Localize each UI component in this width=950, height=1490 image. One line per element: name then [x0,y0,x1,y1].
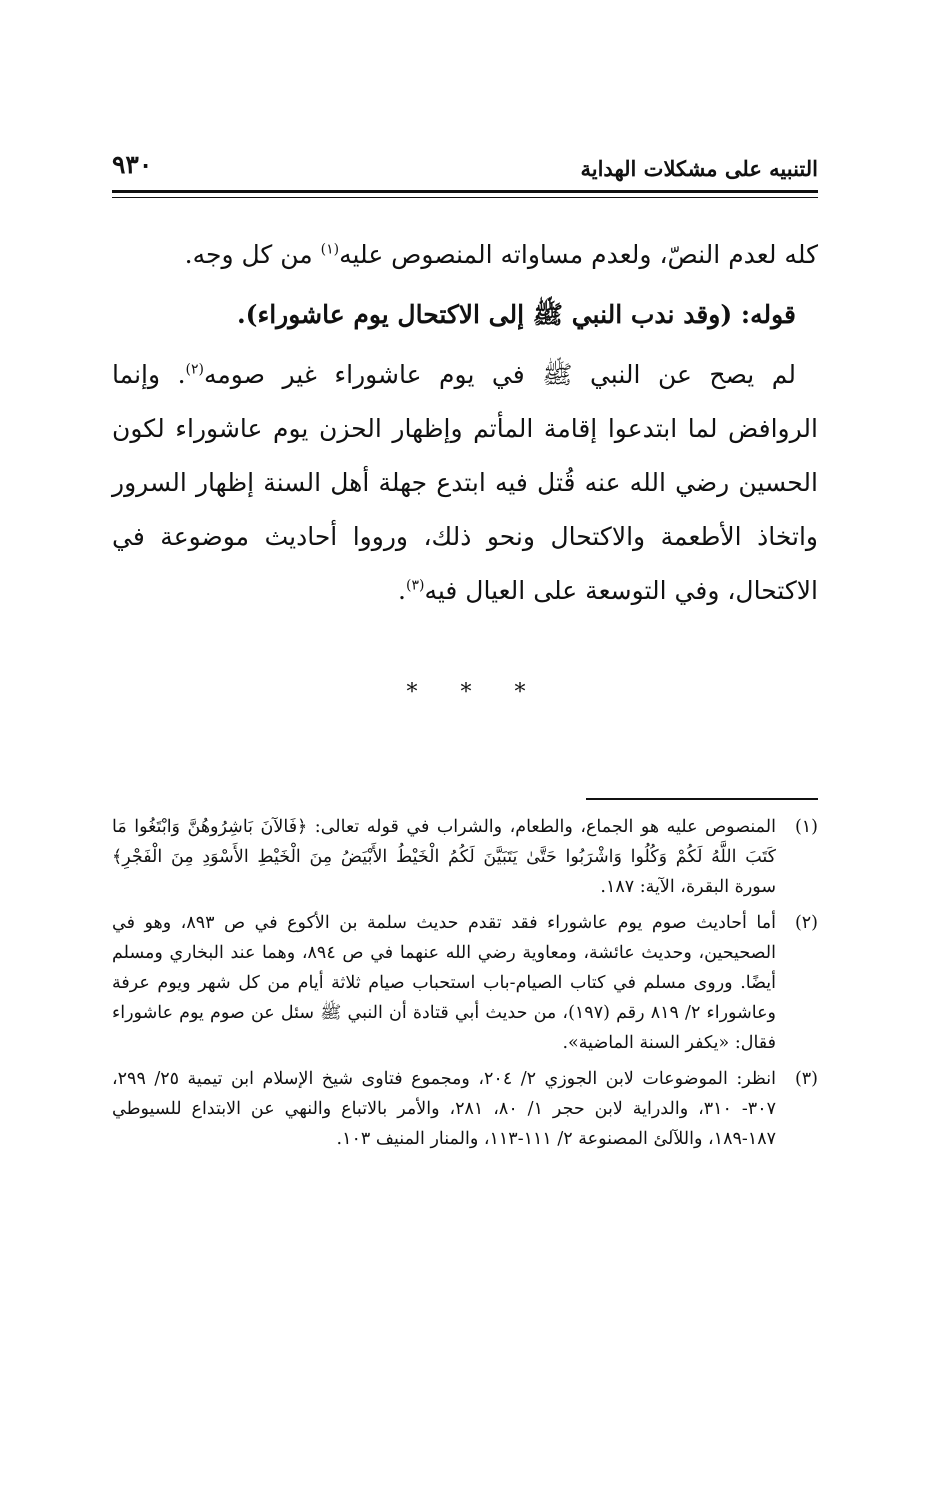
running-title: التنبيه على مشكلات الهداية [580,156,818,181]
paragraph-1-tail: من كل وجه. [184,240,321,269]
footnote-ref-2: (٢) [185,361,204,378]
footnote-ref-3: (٣) [405,577,425,594]
paragraph-1 [112,228,818,282]
footnote-text: المنصوص عليه هو الجماع، والطعام، والشراب في قوله تعالى: ﴿فَالآنَ بَاشِرُوهُنَّ وَابْتَغُوا مَا كَتَبَ اللَّهُ لَكُمْ وَكُلُوا وَاشْرَبُوا حَتَّىٰ يَتَبَيَّنَ لَكُمُ الْخَيْطُ الأَبْيَضُ مِنَ الْخَيْطِ الأَسْوَدِ مِنَ الْفَجْرِ﴾ سورة البقرة، الآية: ١٨٧. [112,817,776,897]
paragraph-3 [112,348,818,618]
footnote-text: أما أحاديث صوم يوم عاشوراء فقد تقدم حديث سلمة بن الأكوع في ص ٨٩٣، وهو في الصحيحين، وحديث عائشة، ومعاوية رضي الله عنهما في ص ٨٩٤، وهما عند البخاري ومسلم أيضًا. وروى مسلم في كتاب الصيام-باب استحباب صيام ثلاثة أيام من كل شهر ويوم عرفة وعاشوراء ٢/ ٨١٩ رقم (١٩٧)، من حديث أبي قتادة أن النبي ﷺ سئل عن صوم يوم عاشوراء فقال: «يكفر السنة الماضية». [112,913,776,1053]
page-number: ٩٣٠ [112,150,153,179]
paragraph-3-text-a: لم يصح عن النبي ﷺ في يوم عاشوراء غير صومه [203,360,796,389]
footnote-number: (١) [794,817,818,837]
footnote-ref-1: (١) [320,241,340,258]
footnote [112,1064,818,1154]
paragraph-1-text: كله لعدم النصّ، ولعدم مساواته المنصوص عليه [339,240,818,269]
footnote-number: (٢) [794,913,818,933]
quoted-heading [112,288,818,342]
footnote [112,812,818,902]
paragraph-3-text-b: . وإنما الروافض لما ابتدعوا إقامة المأتم وإظهار الحزن يوم عاشوراء لكون الحسين رضي الله عنه قُتل فيه ابتدع جهلة أهل السنة إظهار السرور واتخاذ الأطعمة والاكتحال ونحو ذلك، ورووا أحاديث موضوعة في الاكتحال، وفي التوسعة على العيال فيه [112,360,818,605]
footnote [112,908,818,1058]
footnotes [112,812,818,1160]
footnote-number: (٣) [794,1069,818,1089]
quoted-heading-text: قوله: (وقد ندب النبي ﷺ إلى الاكتحال يوم عاشوراء). [236,300,796,329]
section-separator: * * * [406,680,544,705]
paragraph-3-tail: . [398,576,406,605]
header-rule-thin [112,197,818,198]
footnote-rule [586,798,818,800]
main-text [112,228,818,624]
header-rule-thick [112,190,818,193]
footnote-text: انظر: الموضوعات لابن الجوزي ٢/ ٢٠٤، ومجموع فتاوى شيخ الإسلام ابن تيمية ٢٥/ ٢٩٩، ٣٠٧- ٣١٠، والدراية لابن حجر ١/ ٨٠، ٢٨١، والأمر بالاتباع والنهي عن الابتداع للسيوطي ١٨٧-١٨٩، واللآلئ المصنوعة ٢/ ١١١-١١٣، والمنار المنيف ١٠٣. [112,1069,776,1149]
page-header [112,138,818,184]
